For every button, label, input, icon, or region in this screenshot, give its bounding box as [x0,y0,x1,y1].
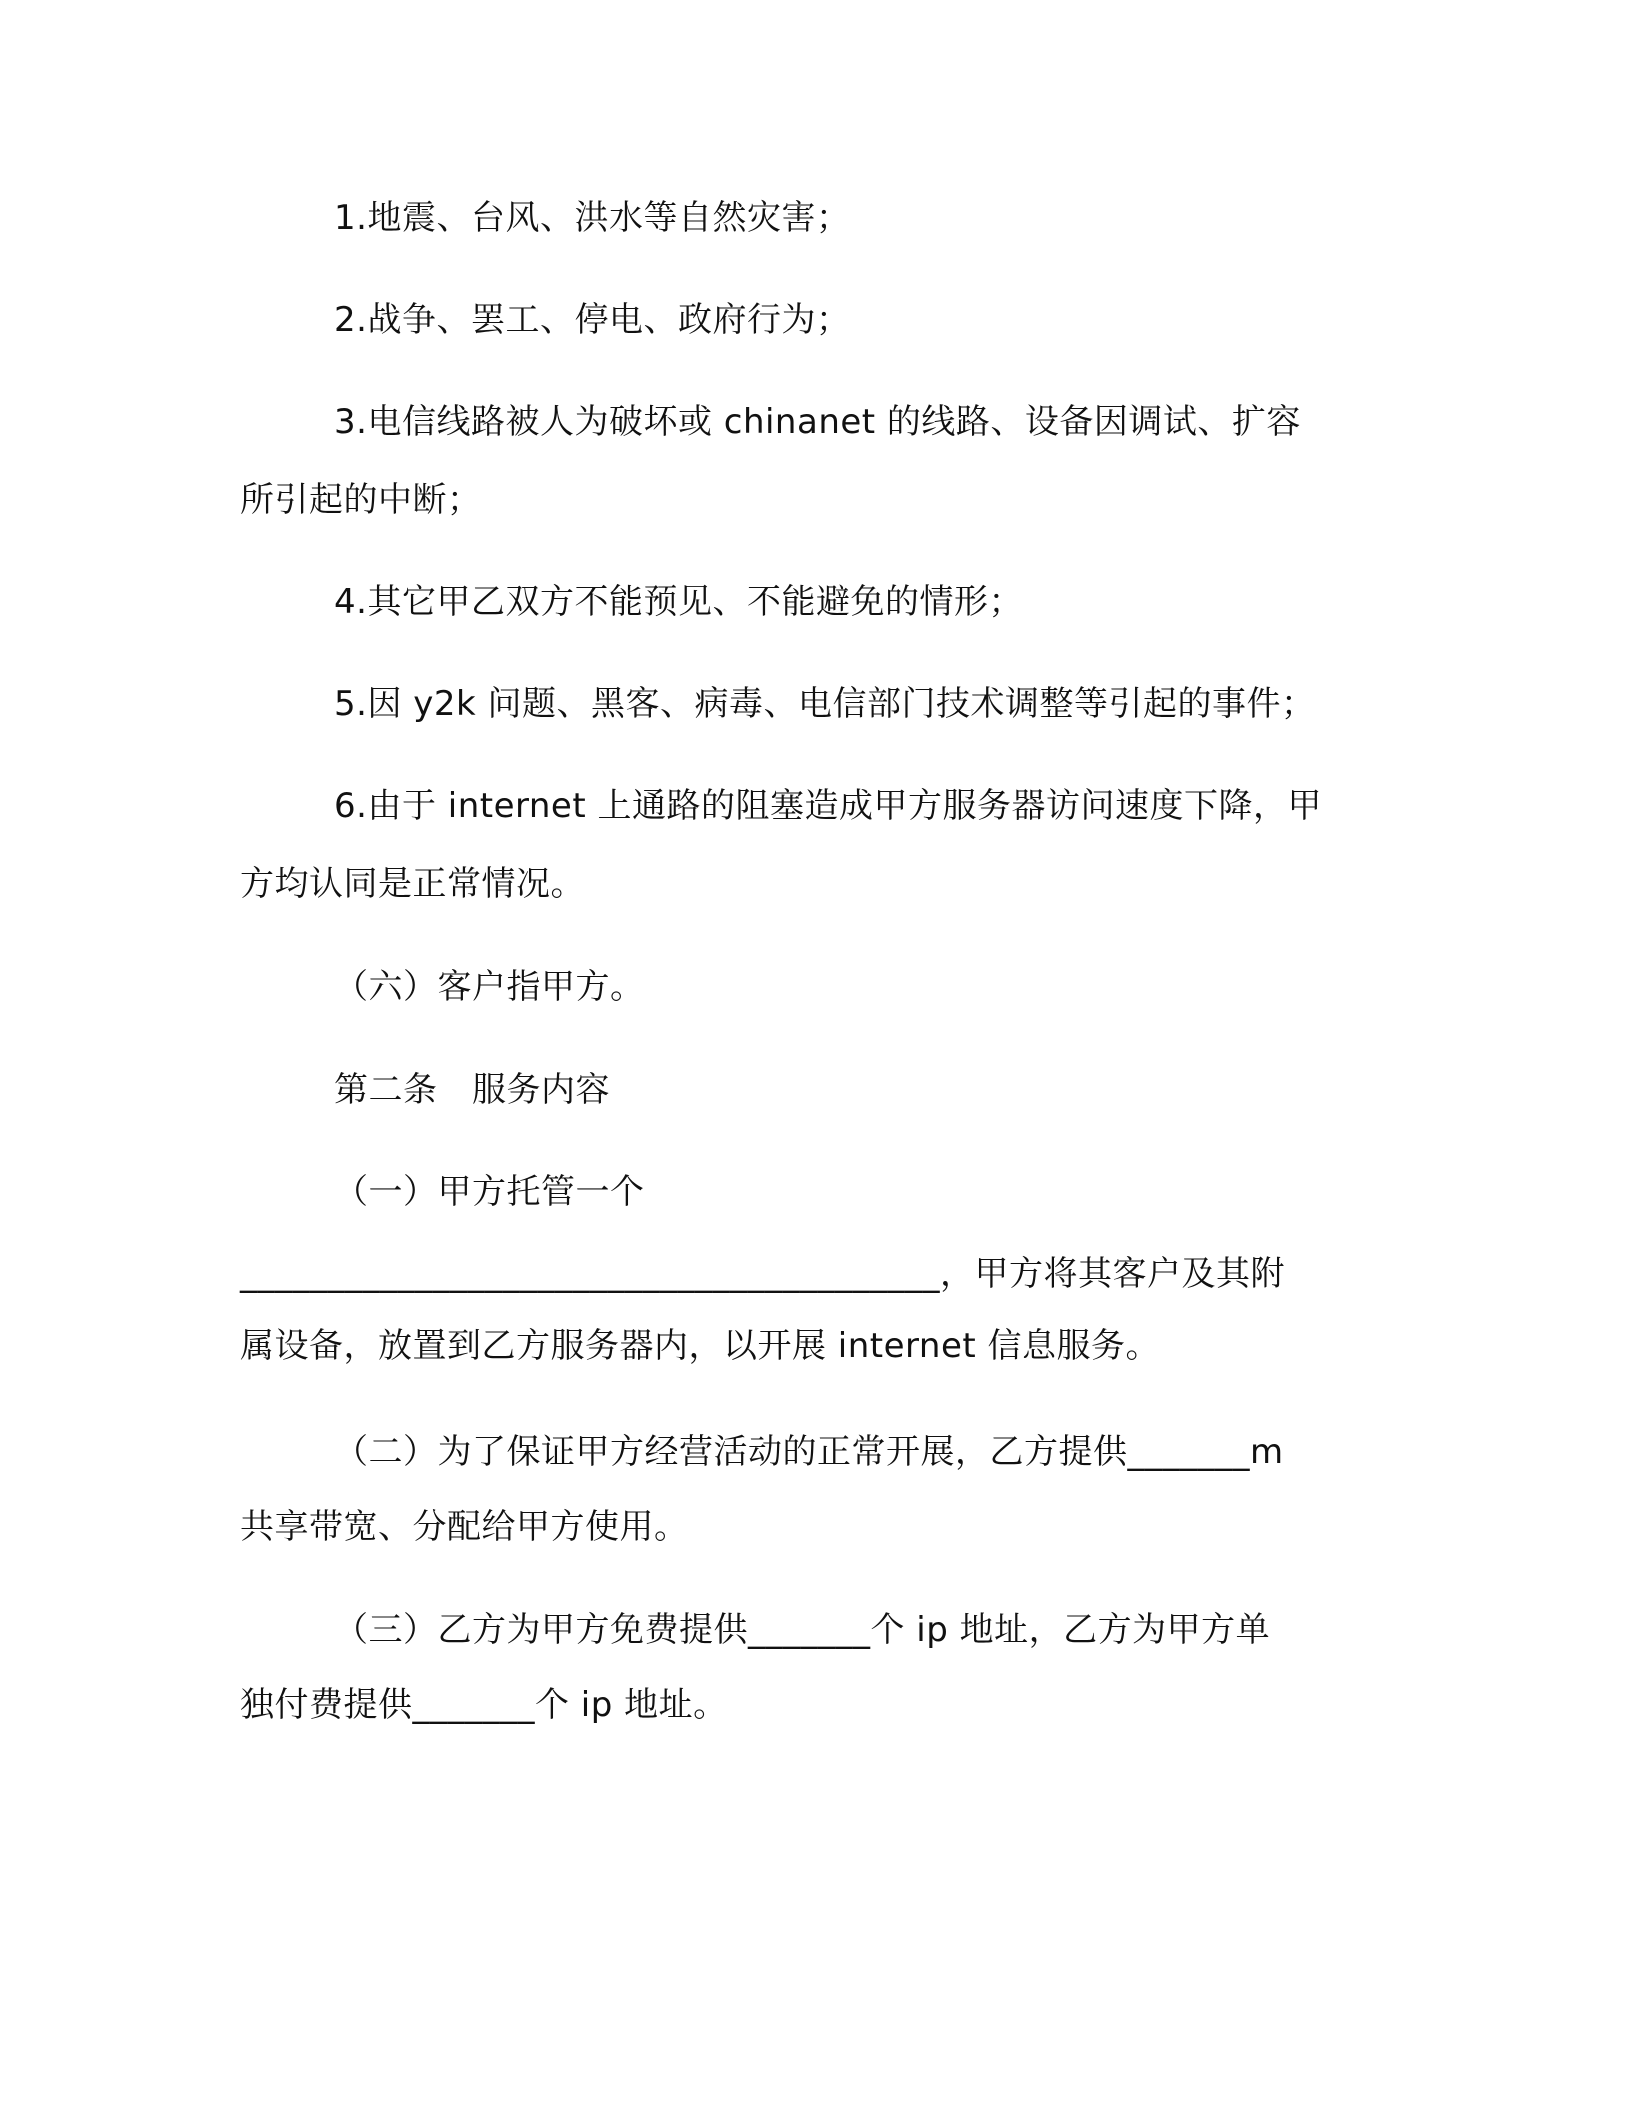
clause-line-3-continued: 所引起的中断； [240,480,482,520]
service-item-three-continued: 独付费提供_______个 ip 地址。 [240,1685,728,1725]
service-item-two-continued: 共享带宽、分配给甲方使用。 [240,1507,689,1547]
service-item-one-blank-line: ________________________________________，甲方将其客户及其附 [240,1254,1285,1294]
clause-line-5: 5.因 y2k 问题、黑客、病毒、电信部门技术调整等引起的事件； [334,684,1316,724]
clause-line-6-continued: 方均认同是正常情况。 [240,864,585,904]
clause-line-3: 3.电信线路被人为破坏或 chinanet 的线路、设备因调试、扩容 [334,402,1301,442]
clause-line-2: 2.战争、罢工、停电、政府行为； [334,300,851,340]
service-item-two: （二）为了保证甲方经营活动的正常开展，乙方提供_______m [334,1432,1284,1472]
article-two-heading: 第二条 服务内容 [334,1070,610,1110]
clause-line-6: 6.由于 internet 上通路的阻塞造成甲方服务器访问速度下降，甲 [334,786,1322,826]
definition-six: （六）客户指甲方。 [334,967,645,1007]
service-item-one: （一）甲方托管一个 [334,1172,645,1212]
service-item-three: （三）乙方为甲方免费提供_______个 ip 地址，乙方为甲方单 [334,1610,1271,1650]
clause-line-1: 1.地震、台风、洪水等自然灾害； [334,198,851,238]
service-item-one-continued: 属设备，放置到乙方服务器内，以开展 internet 信息服务。 [240,1326,1161,1366]
clause-line-4: 4.其它甲乙双方不能预见、不能避免的情形； [334,582,1023,622]
